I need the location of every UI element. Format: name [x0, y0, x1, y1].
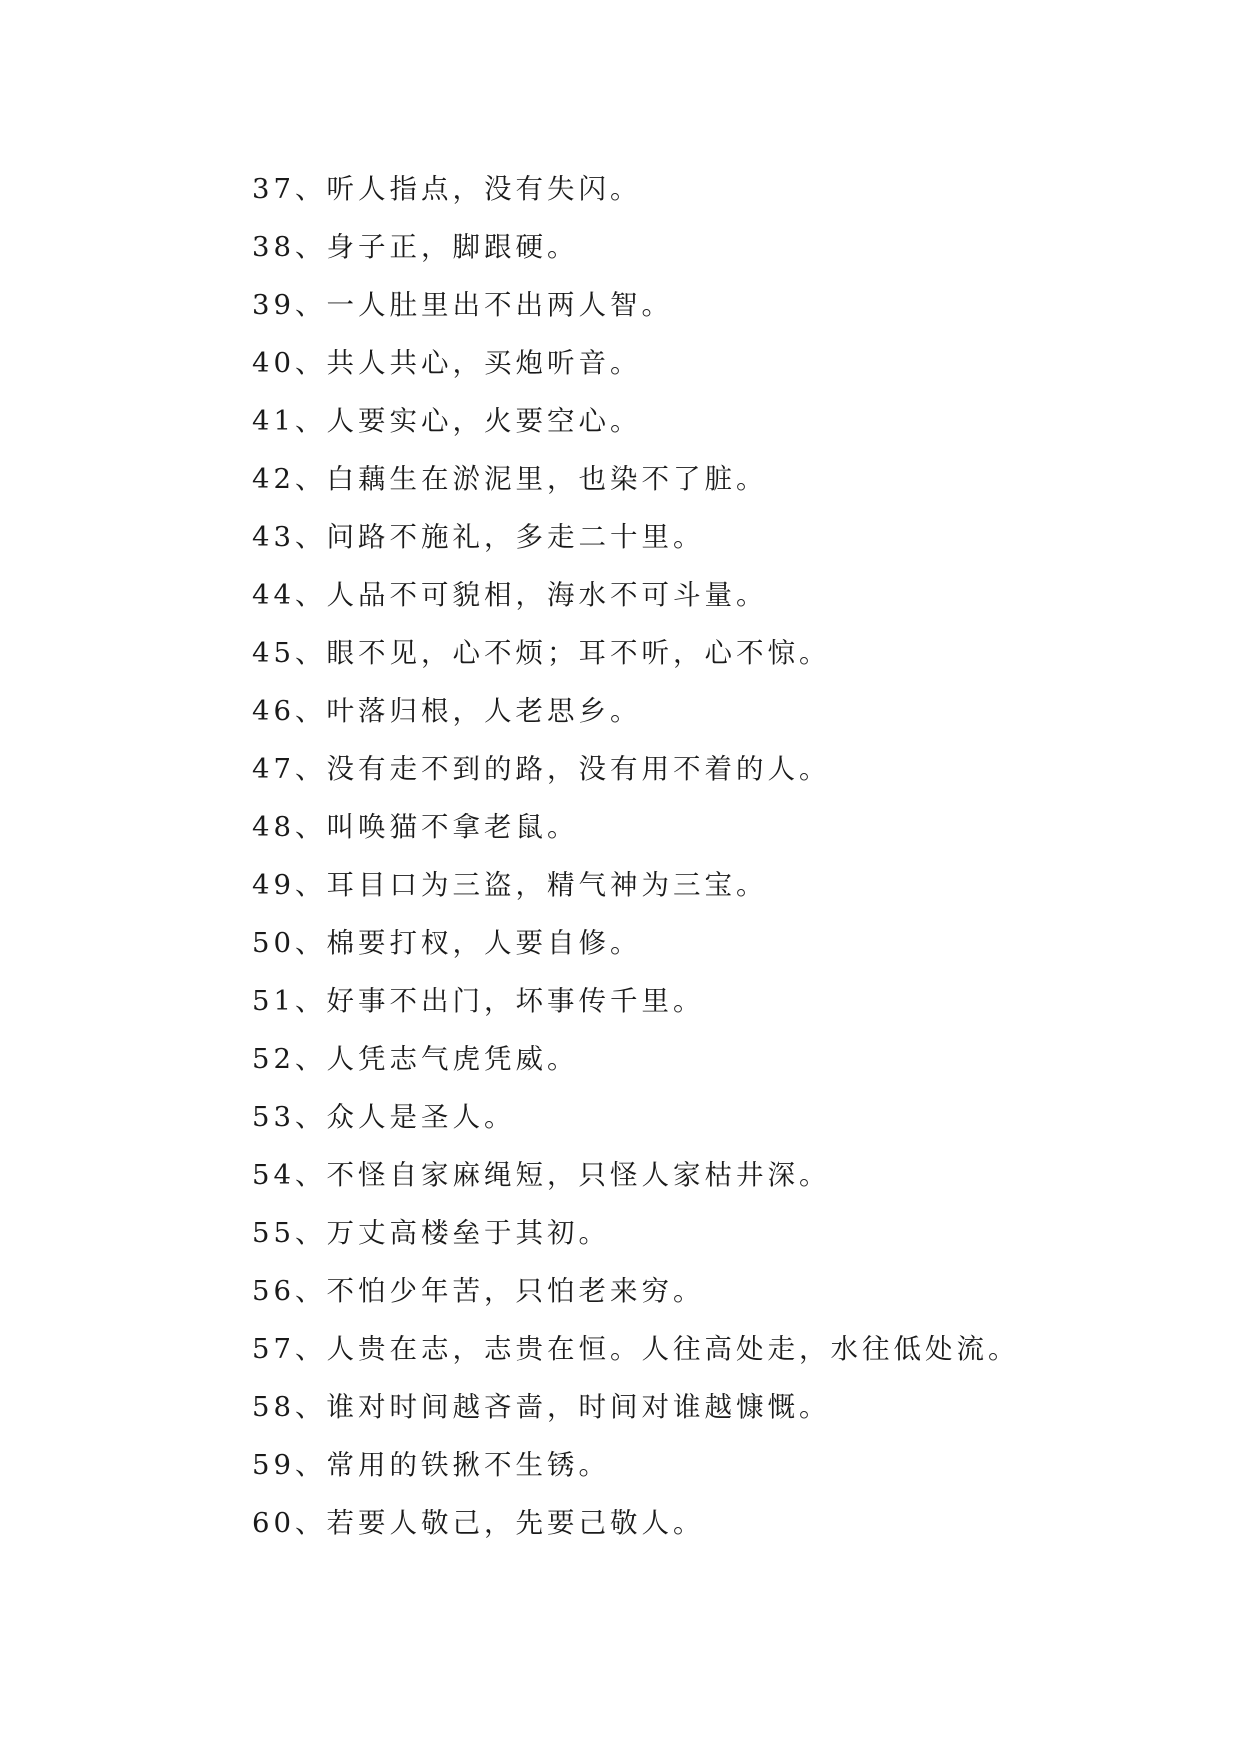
proverb-item: 53、众人是圣人。 [252, 1101, 516, 1133]
proverb-item: 46、叶落归根，人老思乡。 [252, 695, 642, 727]
proverb-item: 55、万丈高楼垒于其初。 [252, 1217, 610, 1249]
proverb-item: 54、不怪自家麻绳短，只怪人家枯井深。 [252, 1159, 831, 1191]
proverb-item: 42、白藕生在淤泥里，也染不了脏。 [252, 463, 768, 495]
proverb-item: 47、没有走不到的路，没有用不着的人。 [252, 753, 831, 785]
proverb-item: 56、不怕少年苦，只怕老来穷。 [252, 1275, 705, 1307]
proverb-item: 49、耳目口为三盗，精气神为三宝。 [252, 869, 768, 901]
proverb-item: 59、常用的铁揪不生锈。 [252, 1449, 610, 1481]
proverb-item: 44、人品不可貌相，海水不可斗量。 [252, 579, 768, 611]
proverb-item: 50、棉要打杈，人要自修。 [252, 927, 642, 959]
proverb-item: 60、若要人敬己，先要己敬人。 [252, 1507, 705, 1539]
proverb-item: 39、一人肚里出不出两人智。 [252, 289, 673, 321]
proverb-item: 58、谁对时间越吝啬，时间对谁越慷慨。 [252, 1391, 831, 1423]
proverb-item: 41、人要实心，火要空心。 [252, 405, 642, 437]
proverb-item: 48、叫唤猫不拿老鼠。 [252, 811, 579, 843]
proverb-item: 43、问路不施礼，多走二十里。 [252, 521, 705, 553]
proverb-item: 37、听人指点，没有失闪。 [252, 173, 642, 205]
proverb-item: 51、好事不出门，坏事传千里。 [252, 985, 705, 1017]
proverb-item: 40、共人共心，买炮听音。 [252, 347, 642, 379]
proverb-item: 52、人凭志气虎凭威。 [252, 1043, 579, 1075]
proverb-item: 38、身子正，脚跟硬。 [252, 231, 579, 263]
proverb-item: 57、人贵在志，志贵在恒。人往高处走，水往低处流。 [252, 1333, 1020, 1365]
proverb-list [252, 160, 1020, 1552]
proverb-item: 45、眼不见，心不烦；耳不听，心不惊。 [252, 637, 831, 669]
